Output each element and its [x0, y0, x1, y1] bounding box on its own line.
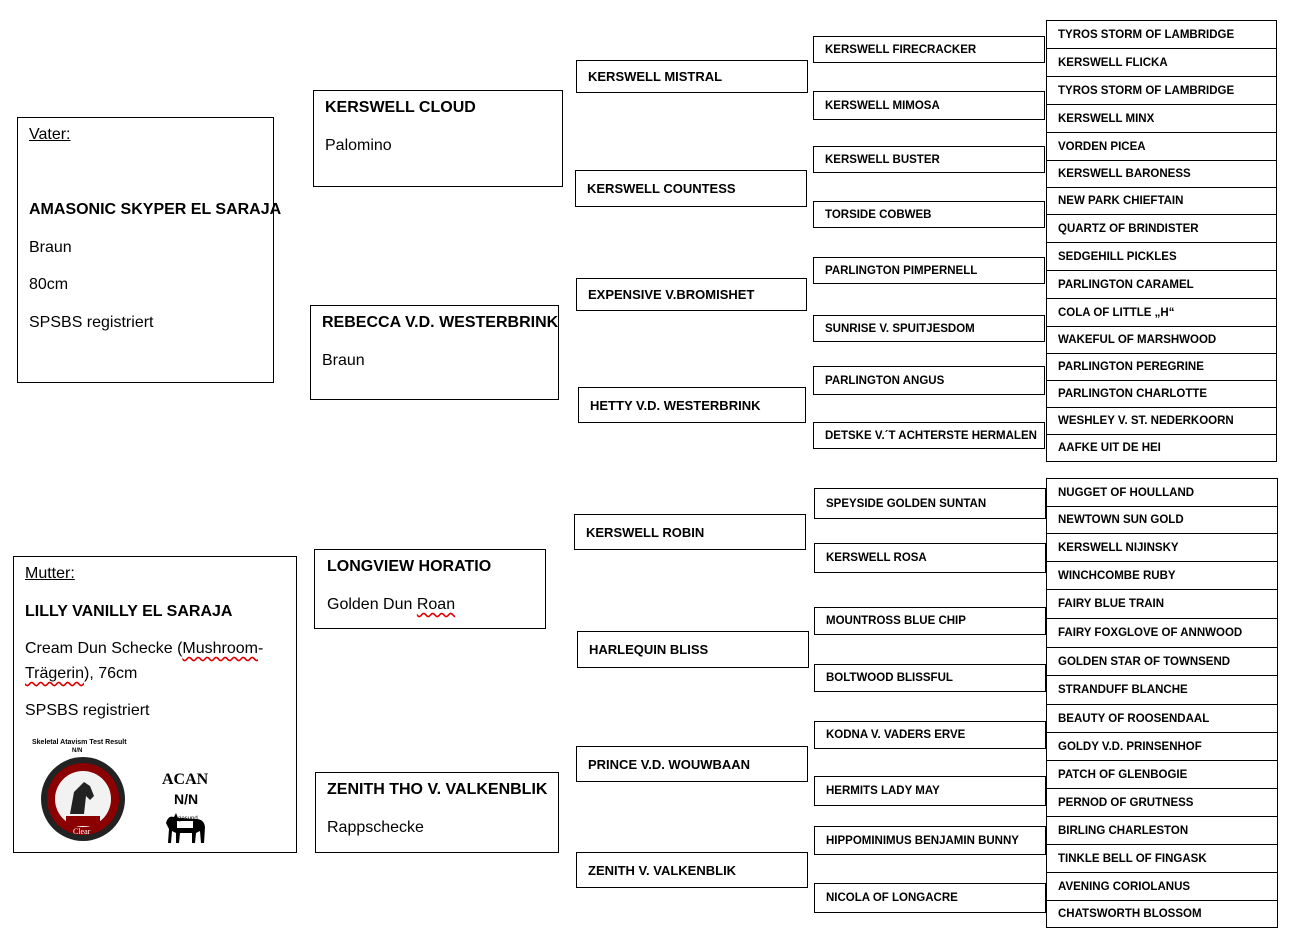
gen3-box: SPEYSIDE GOLDEN SUNTAN: [814, 488, 1046, 519]
gen3-box: PARLINGTON ANGUS: [813, 366, 1045, 395]
acan-title: ACAN: [162, 771, 209, 788]
gen4-box: VORDEN PICEA: [1046, 132, 1277, 160]
gen4-box: NEWTOWN SUN GOLD: [1046, 506, 1278, 533]
gen4-box: KERSWELL BARONESS: [1046, 160, 1277, 187]
gen1-box: [310, 305, 559, 400]
gen4-box: KERSWELL NIJINSKY: [1046, 533, 1278, 561]
gen3-box: KERSWELL FIRECRACKER: [813, 36, 1045, 63]
sire-color: Braun: [29, 239, 72, 256]
acan-value: N/N: [174, 791, 199, 807]
gen3-box: KERSWELL BUSTER: [813, 146, 1045, 173]
dam-color-part: Trägerin: [25, 665, 84, 682]
gen4-box: COLA OF LITTLE „H“: [1046, 298, 1277, 326]
sire-heading: Vater:: [29, 126, 71, 143]
gen2-box: HARLEQUIN BLISS: [577, 631, 809, 668]
gen4-box: AAFKE UIT DE HEI: [1046, 434, 1277, 462]
gen3-box: MOUNTROSS BLUE CHIP: [814, 607, 1046, 635]
gen2-box: KERSWELL COUNTESS: [575, 170, 807, 207]
gen1-color: Palomino: [325, 137, 392, 154]
gen4-box: QUARTZ OF BRINDISTER: [1046, 214, 1277, 242]
gen1-color: Rappschecke: [327, 819, 424, 836]
gen1-color-part: Roan: [416, 596, 456, 613]
dam-color-part: Cream Dun Schecke (: [25, 640, 183, 657]
gen1-color: Braun: [322, 352, 365, 369]
gen4-box: WINCHCOMBE RUBY: [1046, 561, 1278, 589]
gen4-box: PARLINGTON CHARLOTTE: [1046, 380, 1277, 407]
gen4-box: FAIRY FOXGLOVE OF ANNWOOD: [1046, 618, 1278, 647]
gen4-box: PARLINGTON PEREGRINE: [1046, 353, 1277, 380]
gen3-box: SUNRISE V. SPUITJESDOM: [813, 315, 1045, 342]
dam-color-part: -: [257, 640, 264, 657]
gen4-box: BEAUTY OF ROOSENDAAL: [1046, 704, 1278, 732]
gen2-box: PRINCE V.D. WOUWBAAN: [576, 746, 808, 782]
dam-color-line1: [25, 640, 263, 658]
gen4-box: WESHLEY V. ST. NEDERKOORN: [1046, 407, 1277, 434]
gen3-box: PARLINGTON PIMPERNELL: [813, 257, 1045, 284]
sire-registry: SPSBS registriert: [29, 314, 154, 331]
gen1-name: ZENITH THO V. VALKENBLIK: [327, 781, 548, 798]
gen1-box: [313, 90, 563, 187]
gen2-box: EXPENSIVE V.BROMISHET: [576, 278, 807, 311]
sire-name: AMASONIC SKYPER EL SARAJA: [29, 201, 282, 218]
gen4-box: BIRLING CHARLESTON: [1046, 816, 1278, 844]
gen1-name: LONGVIEW HORATIO: [327, 558, 492, 575]
gen3-box: KODNA V. VADERS ERVE: [814, 721, 1046, 749]
gen4-box: KERSWELL MINX: [1046, 104, 1277, 132]
seal-clear-text: Clear: [73, 827, 91, 836]
gen3-box: DETSKE V.´T ACHTERSTE HERMALEN: [813, 422, 1045, 449]
gen4-box: CHATSWORTH BLOSSOM: [1046, 900, 1278, 928]
gen4-box: NEW PARK CHIEFTAIN: [1046, 187, 1277, 214]
gen2-box: ZENITH V. VALKENBLIK: [576, 852, 808, 888]
dam-heading: Mutter:: [25, 565, 75, 582]
gen4-box: TYROS STORM OF LAMBRIDGE: [1046, 76, 1277, 104]
dam-registry: SPSBS registriert: [25, 702, 150, 719]
dam-color-line2: [25, 665, 137, 683]
badge-sub-text: N/N: [72, 748, 83, 754]
dam-name: LILLY VANILLY EL SARAJA: [25, 603, 233, 620]
gen3-box: NICOLA OF LONGACRE: [814, 883, 1046, 913]
gen4-box: GOLDY V.D. PRINSENHOF: [1046, 732, 1278, 760]
gen2-box: KERSWELL ROBIN: [574, 514, 806, 550]
gen1-name: KERSWELL CLOUD: [325, 99, 476, 116]
gen4-box: TINKLE BELL OF FINGASK: [1046, 844, 1278, 872]
gen4-box: SEDGEHILL PICKLES: [1046, 242, 1277, 270]
dam-color-part: Mushroom: [182, 640, 258, 657]
gen1-name: REBECCA V.D. WESTERBRINK: [322, 314, 559, 331]
dam-box: [13, 556, 297, 853]
pony-icon: [162, 809, 208, 845]
sire-box: [17, 117, 282, 383]
gen4-box: PATCH OF GLENBOGIE: [1046, 760, 1278, 788]
gen4-box: WAKEFUL OF MARSHWOOD: [1046, 326, 1277, 353]
gen4-box: STRANDUFF BLANCHE: [1046, 675, 1278, 704]
badge-top-text: Skeletal Atavism Test Result: [32, 739, 127, 746]
gen1-color-part: Golden Dun: [327, 596, 417, 613]
gen4-box: TYROS STORM OF LAMBRIDGE: [1046, 20, 1277, 48]
gen3-box: KERSWELL ROSA: [814, 543, 1046, 573]
gen4-box: GOLDEN STAR OF TOWNSEND: [1046, 647, 1278, 675]
gen2-box: KERSWELL MISTRAL: [576, 60, 808, 93]
gen1-box: [314, 549, 546, 629]
gen3-box: KERSWELL MIMOSA: [813, 91, 1045, 120]
gen4-box: FAIRY BLUE TRAIN: [1046, 589, 1278, 618]
sire-height: 80cm: [29, 276, 69, 293]
dam-color-part: ), 76cm: [83, 665, 138, 682]
acan-label: gesund: [178, 816, 198, 822]
gen4-box: PERNOD OF GRUTNESS: [1046, 788, 1278, 816]
gen4-box: AVENING CORIOLANUS: [1046, 872, 1278, 900]
gen3-box: HIPPOMINIMUS BENJAMIN BUNNY: [814, 826, 1046, 855]
gen2-box: HETTY V.D. WESTERBRINK: [578, 387, 806, 423]
gen4-box: NUGGET OF HOULLAND: [1046, 478, 1278, 506]
gen3-box: HERMITS LADY MAY: [814, 776, 1046, 806]
gen4-box: KERSWELL FLICKA: [1046, 48, 1277, 76]
gen4-box: PARLINGTON CARAMEL: [1046, 270, 1277, 298]
gen1-color: [327, 596, 455, 614]
gen3-box: TORSIDE COBWEB: [813, 201, 1045, 228]
gen3-box: BOLTWOOD BLISSFUL: [814, 664, 1046, 692]
gen1-box: [315, 772, 559, 853]
